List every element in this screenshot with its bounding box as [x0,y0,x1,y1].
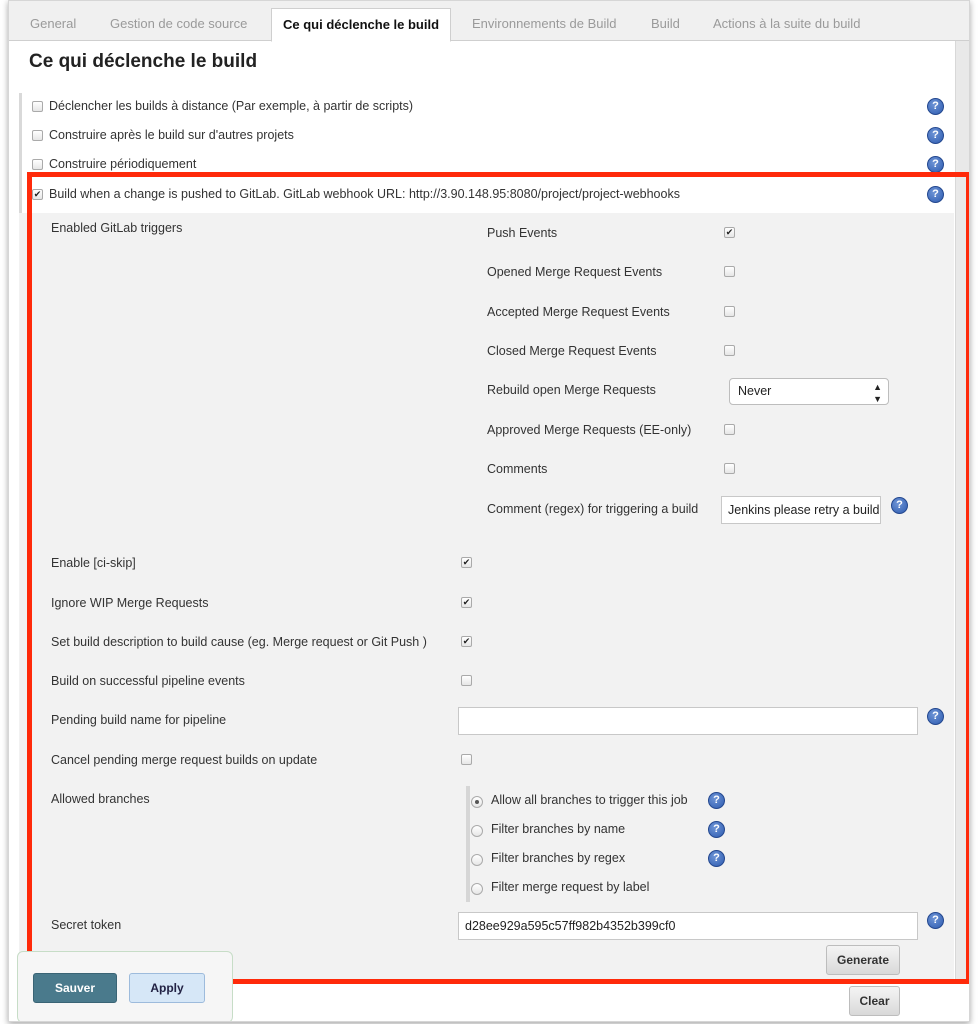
ci-skip-label: Enable [ci-skip] [51,556,136,570]
approved-mr-checkbox[interactable] [724,424,735,435]
pipeline-events-label: Build on successful pipeline events [51,674,245,688]
branch-all-label: Allow all branches to trigger this job [491,793,688,807]
rebuild-open-mr-label: Rebuild open Merge Requests [487,383,656,397]
gitlab-trigger-checkbox[interactable] [32,189,43,200]
generate-button[interactable]: Generate [826,945,900,975]
help-icon[interactable] [927,98,944,115]
closed-mr-label: Closed Merge Request Events [487,344,657,358]
page-title: Ce qui déclenche le build [29,51,258,72]
help-icon[interactable] [708,850,725,867]
rebuild-open-mr-value: Never [738,384,772,398]
help-icon[interactable] [927,186,944,203]
help-icon[interactable] [891,497,908,514]
cancel-pending-label: Cancel pending merge request builds on update [51,753,318,767]
select-arrows-icon: ▲ ▼ [873,382,882,404]
push-events-label: Push Events [487,226,558,240]
secret-token-label: Secret token [51,918,122,932]
enabled-triggers-label: Enabled GitLab triggers [51,221,183,235]
tab-post-build[interactable]: Actions à la suite du build [713,16,861,31]
tab-general[interactable]: General [30,16,77,31]
after-other-checkbox[interactable] [32,130,43,141]
jenkins-config-window [8,0,970,1022]
pending-build-name-input[interactable] [458,707,918,735]
ci-skip-checkbox[interactable] [461,557,472,568]
ignore-wip-checkbox[interactable] [461,597,472,608]
tab-build-triggers[interactable]: Ce qui déclenche le build [271,8,451,42]
allowed-branches-label: Allowed branches [51,792,150,806]
comment-regex-label: Comment (regex) for triggering a build [487,502,699,516]
opened-mr-label: Opened Merge Request Events [487,265,663,279]
tab-build[interactable]: Build [651,16,680,31]
after-other-label: Construire après le build sur d'autres projets [49,128,294,142]
opened-mr-checkbox[interactable] [724,266,735,277]
secret-token-input[interactable]: d28ee929a595c57ff982b4352b399cf0 [458,912,918,940]
help-icon[interactable] [927,156,944,173]
comments-checkbox[interactable] [724,463,735,474]
scrollbar[interactable] [955,41,969,981]
apply-button[interactable]: Apply [129,973,205,1003]
branch-name-label: Filter branches by name [491,822,626,836]
comment-regex-input[interactable]: Jenkins please retry a build [721,496,881,524]
pipeline-events-checkbox[interactable] [461,675,472,686]
branch-name-radio[interactable] [471,825,483,837]
branch-options-bar [466,786,470,902]
periodic-label: Construire périodiquement [49,157,197,171]
branch-regex-label: Filter branches by regex [491,851,626,865]
branch-label-radio[interactable] [471,883,483,895]
gitlab-trigger-label: Build when a change is pushed to GitLab. GitLab webhook URL: http://3.90.148.95:8080/project/project-webhooks [49,187,680,201]
branch-all-radio[interactable] [471,796,483,808]
set-description-checkbox[interactable] [461,636,472,647]
help-icon[interactable] [927,708,944,725]
remote-trigger-checkbox[interactable] [32,101,43,112]
cancel-pending-checkbox[interactable] [461,754,472,765]
accepted-mr-checkbox[interactable] [724,306,735,317]
tab-scm[interactable]: Gestion de code source [110,16,248,31]
pending-build-name-label: Pending build name for pipeline [51,713,227,727]
config-tab-bar [9,1,969,41]
periodic-checkbox[interactable] [32,159,43,170]
save-button[interactable]: Sauver [33,973,117,1003]
rebuild-open-mr-select[interactable] [729,378,889,405]
push-events-checkbox[interactable] [724,227,735,238]
accepted-mr-label: Accepted Merge Request Events [487,305,670,319]
branch-label-label: Filter merge request by label [491,880,650,894]
remote-trigger-label: Déclencher les builds à distance (Par exemple, à partir de scripts) [49,99,414,113]
clear-button[interactable]: Clear [849,986,900,1016]
help-icon[interactable] [708,821,725,838]
help-icon[interactable] [927,127,944,144]
closed-mr-checkbox[interactable] [724,345,735,356]
set-description-label: Set build description to build cause (eg. Merge request or Git Push ) [51,635,427,649]
help-icon[interactable] [927,912,944,929]
branch-regex-radio[interactable] [471,854,483,866]
tab-build-environment[interactable]: Environnements de Build [472,16,617,31]
comments-label: Comments [487,462,548,476]
help-icon[interactable] [708,792,725,809]
approved-mr-label: Approved Merge Requests (EE-only) [487,423,692,437]
ignore-wip-label: Ignore WIP Merge Requests [51,596,209,610]
